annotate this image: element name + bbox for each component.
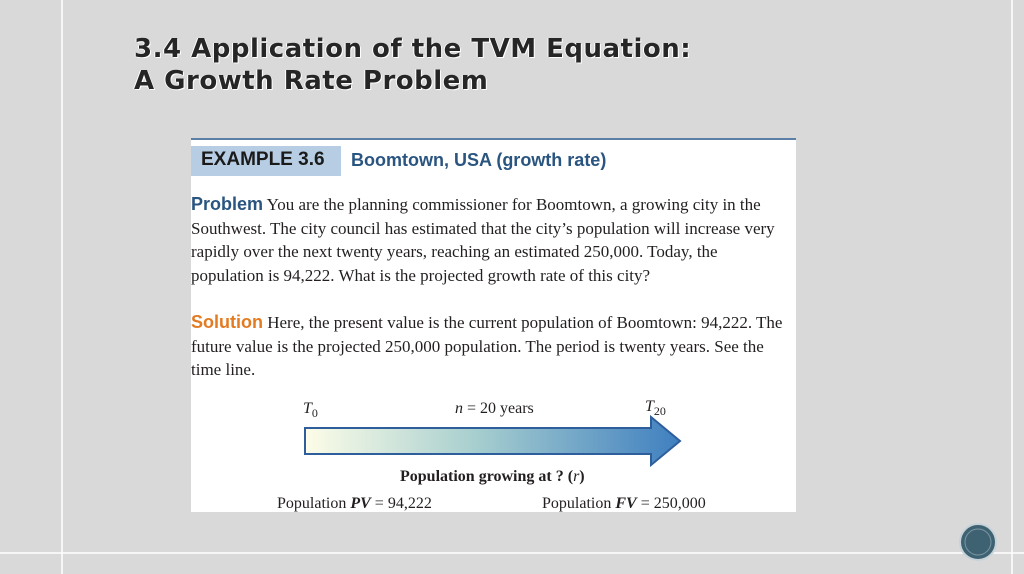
t0-label: $T_0$ [303,400,318,420]
round-badge-icon [958,522,998,562]
slide-title [134,33,691,97]
panel-top-rule [191,138,796,140]
example-tag-label: EXAMPLE 3.6 [201,149,325,170]
t20-label: $T_{20}$ [645,398,666,418]
present-value-label: Population PV = 94,222 [277,495,432,512]
problem-paragraph [191,193,791,287]
slide-title-line-2: A Growth Rate Problem [134,66,489,96]
slide-title-line-1: 3.4 Application of the TVM Equation: [134,34,692,64]
example-heading: Boomtown, USA (growth rate) [351,150,607,170]
time-line-diagram [191,393,796,513]
example-tag [191,146,341,176]
period-label: n = 20 years [455,400,534,417]
growth-rate-label: Population growing at ? (r) [400,468,585,485]
problem-label: Problem [191,194,264,214]
problem-text: You are the planning commissioner for Boomtown, a growing city in the Southwest. The city council has estimated that the city’s population will increase very rapidly over the next twenty years, reaching an estimated 250,000. Today, the population is 94,222. What is the projected growth rate of this city? [191,195,775,285]
example-panel [191,138,796,512]
time-line-arrow [305,417,680,465]
solution-text: Here, the present value is the current population of Boomtown: 94,222. The future value is the projected 250,000 population. The period is twenty years. See the time line. [191,313,783,379]
future-value-label: Population FV = 250,000 [542,495,706,512]
example-header [191,146,796,176]
solution-paragraph [191,311,791,382]
solution-label: Solution [191,312,263,332]
